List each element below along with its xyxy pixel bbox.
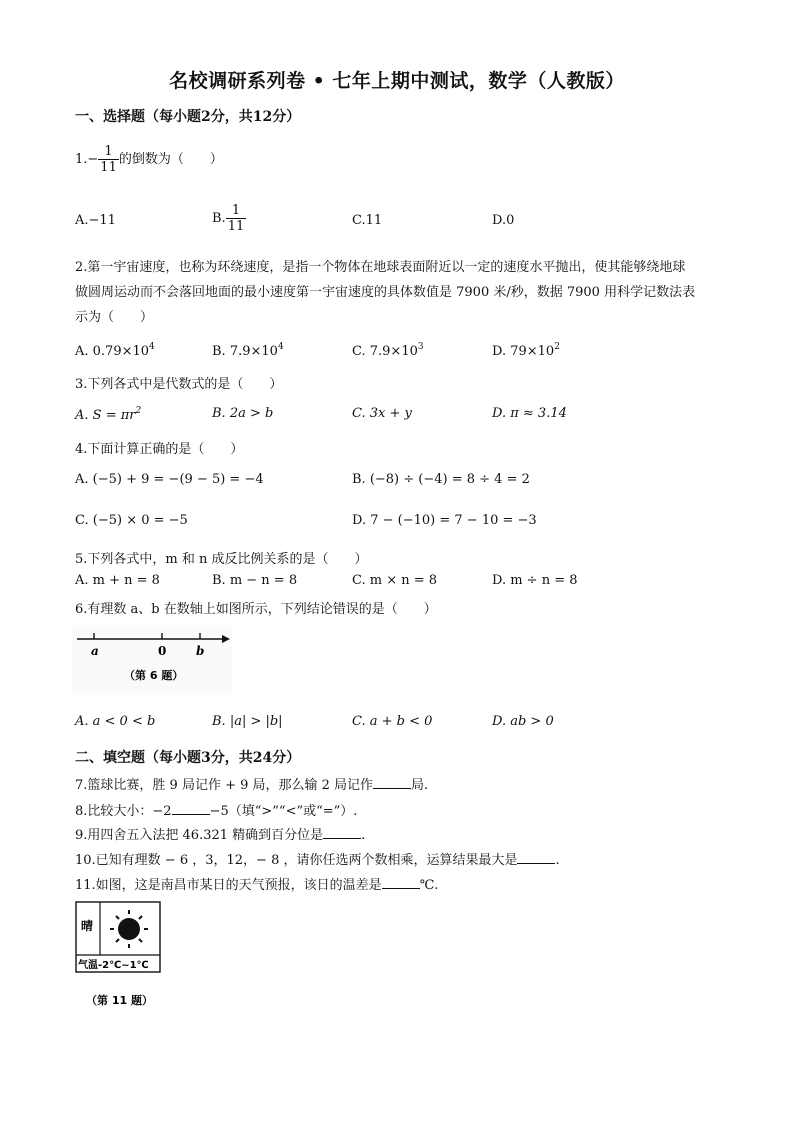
q3-option-c: C. 3x + y <box>352 406 412 421</box>
q3-option-d: D. π ≈ 3.14 <box>492 406 567 421</box>
question-9 <box>75 824 365 843</box>
q5-option-d: D. m ÷ n = 8 <box>492 573 578 588</box>
q1-option-b <box>212 203 246 234</box>
q8-tail: −5（填“>”“<”或“=”）. <box>209 804 358 819</box>
number-line-svg <box>72 625 232 695</box>
q4-option-c: C. (−5) × 0 = −5 <box>75 513 188 528</box>
label-b: b <box>196 644 205 658</box>
q6-option-b: B. |a| > |b| <box>212 714 283 729</box>
figure-11-caption: （第 11 题） <box>86 994 153 1007</box>
label-zero: 0 <box>158 644 167 658</box>
q11-answer-blank[interactable] <box>382 876 420 889</box>
q1-option-c: C.11 <box>352 213 383 228</box>
q1-b-denominator: 11 <box>227 219 245 234</box>
question-2-line-1: 2.第一宇宙速度，也称为环绕速度，是指一个物体在地球表面附近以一定的速度水平抛出，使其能够绕地球 <box>75 260 686 275</box>
q5-option-a: A. m + n = 8 <box>75 573 160 588</box>
q1-prefix: 1.− <box>75 152 99 167</box>
q2-option-d <box>492 342 560 359</box>
q1-fraction <box>98 144 119 175</box>
question-4: 4.下面计算正确的是（ ） <box>75 442 244 457</box>
question-6: 6.有理数 a、b 在数轴上如图所示，下列结论错误的是（ ） <box>75 602 437 617</box>
q5-option-c: C. m × n = 8 <box>352 573 438 588</box>
q10-text: 10.已知有理数 − 6 ，3，12，− 8 ，请你任选两个数相乘，运算结果最大是 <box>75 853 518 868</box>
question-2-line-2: 做圆周运动而不会落回地面的最小速度第一宇宙速度的具体数值是 7900 米/秒，数据 7900 用科学记数法表 <box>75 285 696 300</box>
q3-a-exponent: 2 <box>135 406 142 416</box>
weather-forecast-svg <box>72 900 172 1008</box>
q2-c-text: C. 7.9×10 <box>352 344 418 359</box>
q10-tail: . <box>555 853 560 868</box>
q9-tail: . <box>361 828 366 843</box>
q1-option-b-fraction <box>226 203 247 234</box>
q1-option-d: D.0 <box>492 213 515 228</box>
q2-option-a <box>75 342 155 359</box>
figure-6-caption: （第 6 题） <box>124 669 184 682</box>
q3-option-b: B. 2a > b <box>212 406 274 421</box>
q7-text: 7.篮球比赛，胜 9 局记作 + 9 局，那么输 2 局记作 <box>75 778 374 793</box>
question-5: 5.下列各式中，m 和 n 成反比例关系的是（ ） <box>75 552 368 567</box>
question-11 <box>75 874 438 893</box>
q2-d-exponent: 2 <box>554 342 560 352</box>
q10-answer-blank[interactable] <box>517 851 555 864</box>
q3-a-text: A. S = πr <box>75 408 136 423</box>
label-a: a <box>91 644 99 658</box>
q7-tail: 局. <box>411 778 429 793</box>
q2-b-exponent: 4 <box>277 342 284 352</box>
q1-suffix: 的倒数为（ ） <box>118 152 223 167</box>
page-title: 名校调研系列卷 • 七年上期中测试，数学（人教版） <box>169 70 625 92</box>
q1-b-numerator: 1 <box>226 203 247 219</box>
q3-option-a <box>75 406 141 423</box>
q4-option-b: B. (−8) ÷ (−4) = 8 ÷ 4 = 2 <box>352 472 530 487</box>
q2-c-exponent: 3 <box>417 342 424 352</box>
section-heading-choice: 一、选择题（每小题2分，共12分） <box>75 109 301 125</box>
q6-option-c: C. a + b < 0 <box>352 714 433 729</box>
q2-a-exponent: 4 <box>149 342 155 352</box>
q8-answer-blank[interactable] <box>172 802 210 815</box>
q2-option-c <box>352 342 424 359</box>
question-7 <box>75 774 428 793</box>
question-2-line-3: 示为（ ） <box>75 310 154 325</box>
q11-text: 11.如图，这是南昌市某日的天气预报，该日的温差是 <box>75 878 382 893</box>
q1-option-a: A.−11 <box>75 213 116 228</box>
temperature-range-label: 气温-2℃~1℃ <box>78 960 149 971</box>
q4-option-a: A. (−5) + 9 = −(9 − 5) = −4 <box>75 472 264 487</box>
q1-denominator: 11 <box>100 160 117 175</box>
question-10 <box>75 849 560 868</box>
q9-answer-blank[interactable] <box>323 826 361 839</box>
weather-forecast-figure <box>72 900 172 1008</box>
q1-option-b-label: B. <box>212 211 226 226</box>
question-8 <box>75 800 357 819</box>
q11-tail: ℃. <box>419 878 439 893</box>
q1-numerator: 1 <box>98 144 119 160</box>
question-3: 3.下列各式中是代数式的是（ ） <box>75 377 283 392</box>
number-line-figure <box>72 625 232 695</box>
q2-b-text: B. 7.9×10 <box>212 344 278 359</box>
q4-option-d: D. 7 − (−10) = 7 − 10 = −3 <box>352 513 537 528</box>
q2-a-text: A. 0.79×10 <box>75 344 150 359</box>
weather-label: 晴 <box>81 919 94 933</box>
question-1 <box>75 144 223 175</box>
q6-option-d: D. ab > 0 <box>492 714 554 729</box>
q2-d-text: D. 79×10 <box>492 344 555 359</box>
section-heading-fill: 二、填空题（每小题3分，共24分） <box>75 750 301 766</box>
q2-option-b <box>212 342 284 359</box>
q9-text: 9.用四舍五入法把 46.321 精确到百分位是 <box>75 828 324 843</box>
q6-option-a: A. a < 0 < b <box>75 714 156 729</box>
q7-answer-blank[interactable] <box>373 776 411 789</box>
q5-option-b: B. m − n = 8 <box>212 573 298 588</box>
arrow-icon <box>222 635 230 643</box>
q8-text: 8.比较大小：−2 <box>75 804 172 819</box>
